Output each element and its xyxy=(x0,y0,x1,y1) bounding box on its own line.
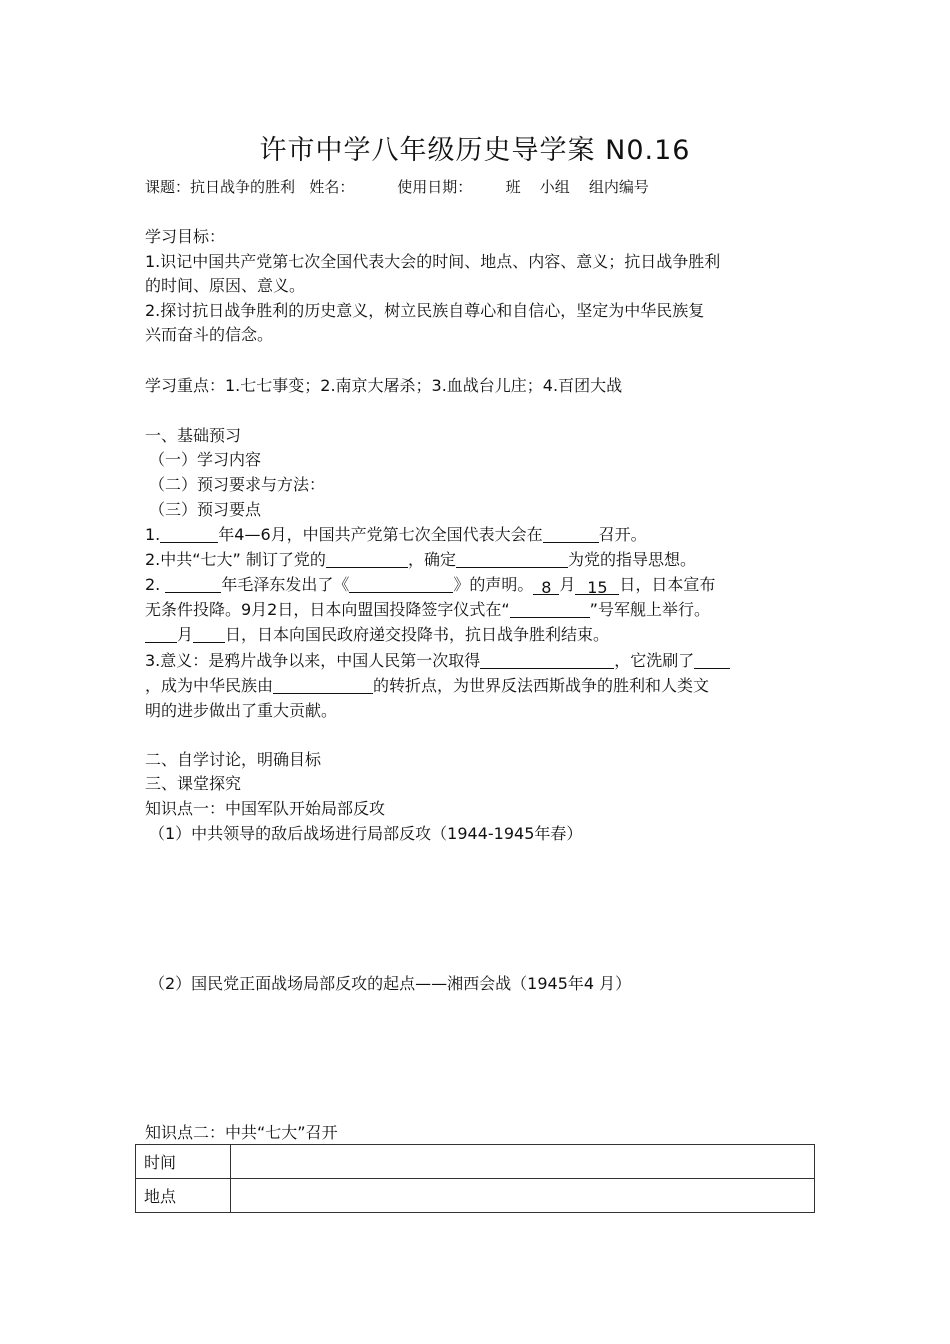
class-label: 班 xyxy=(505,178,521,196)
day-filled: 15 xyxy=(575,577,619,595)
question-4-line-2: ，成为中华民族由 的转折点，为世界反法西斯战争的胜利和人类文 xyxy=(145,676,710,695)
question-4: 3.意义：是鸦片战争以来，中国人民第一次取得 ，它洗刷了 xyxy=(145,650,730,672)
question-2: 2.中共“七大” 制订了党的 ，确定 为党的指导思想。 xyxy=(145,550,696,569)
congress-info-table xyxy=(135,1144,815,1213)
table-row-label: 地点 xyxy=(136,1179,231,1213)
preview-section-1: （一）学习内容 xyxy=(149,450,262,469)
discussion-heading: 二、自学讨论，明确目标 xyxy=(145,750,322,769)
answer-blank[interactable] xyxy=(145,625,177,643)
answer-blank[interactable] xyxy=(326,550,408,568)
question-3-line-3: 月 日，日本向国民政府递交投降书，抗日战争胜利结束。 xyxy=(145,624,609,646)
table-row-label: 时间 xyxy=(136,1145,231,1179)
answer-blank[interactable] xyxy=(543,525,599,543)
table-row xyxy=(136,1179,815,1213)
table-answer-cell[interactable] xyxy=(231,1145,815,1179)
month-filled: 8 xyxy=(533,577,559,595)
group-label: 小组 xyxy=(539,178,570,196)
goal-2-line-1: 2.探讨抗日战争胜利的历史意义，树立民族自尊心和自信心，坚定为中华民族复 xyxy=(145,301,705,320)
date-label: 使用日期： xyxy=(397,178,473,196)
question-3: 2. 年毛泽东发出了《 》的声明。 8 月 15 日，日本宣布 xyxy=(145,575,716,597)
preview-heading: 一、基础预习 xyxy=(145,426,242,445)
table-row xyxy=(136,1145,815,1179)
answer-blank[interactable] xyxy=(480,651,614,669)
answer-blank[interactable] xyxy=(193,625,225,643)
name-label: 姓名： xyxy=(309,178,355,196)
knowledge-point-1: 知识点一：中国军队开始局部反攻 xyxy=(145,799,386,818)
answer-blank[interactable] xyxy=(694,651,730,669)
answer-blank[interactable] xyxy=(165,575,221,593)
table-answer-cell[interactable] xyxy=(231,1179,815,1213)
goals-heading: 学习目标： xyxy=(145,227,226,246)
key-points: 学习重点：1.七七事变；2.南京大屠杀；3.血战台儿庄；4.百团大战 xyxy=(145,376,623,395)
topic-label: 课题：抗日战争的胜利 xyxy=(145,178,296,196)
knowledge-point-1-item-1: （1）中共领导的敌后战场进行局部反攻（1944-1945年春） xyxy=(149,824,583,843)
answer-blank[interactable] xyxy=(349,575,453,593)
knowledge-point-2: 知识点二：中共“七大”召开 xyxy=(145,1123,338,1142)
preview-section-2: （二）预习要求与方法： xyxy=(149,475,326,494)
question-1: 1. 年4—6月，中国共产党第七次全国代表大会在 召开。 xyxy=(145,525,647,544)
goal-2-line-2: 兴而奋斗的信念。 xyxy=(145,325,274,344)
page-title: 许市中学八年级历史导学案 N0.16 xyxy=(259,135,691,166)
explore-heading: 三、课堂探究 xyxy=(145,774,242,793)
answer-blank[interactable] xyxy=(160,525,218,543)
subtitle-row xyxy=(145,176,649,197)
goal-1-line-2: 的时间、原因、意义。 xyxy=(145,276,306,295)
answer-blank[interactable] xyxy=(273,676,373,694)
answer-blank[interactable] xyxy=(456,550,568,568)
goal-1-line-1: 1.识记中国共产党第七次全国代表大会的时间、地点、内容、意义；抗日战争胜利 xyxy=(145,252,721,271)
knowledge-point-1-item-2: （2）国民党正面战场局部反攻的起点——湘西会战（1945年4 月） xyxy=(149,974,632,993)
question-4-line-3: 明的进步做出了重大贡献。 xyxy=(145,701,338,720)
preview-section-3: （三）预习要点 xyxy=(149,500,262,519)
answer-blank[interactable] xyxy=(510,600,590,618)
question-3-line-2: 无条件投降。9月2日，日本向盟国投降签字仪式在“ ”号军舰上举行。 xyxy=(145,600,710,619)
number-label: 组内编号 xyxy=(588,178,649,196)
